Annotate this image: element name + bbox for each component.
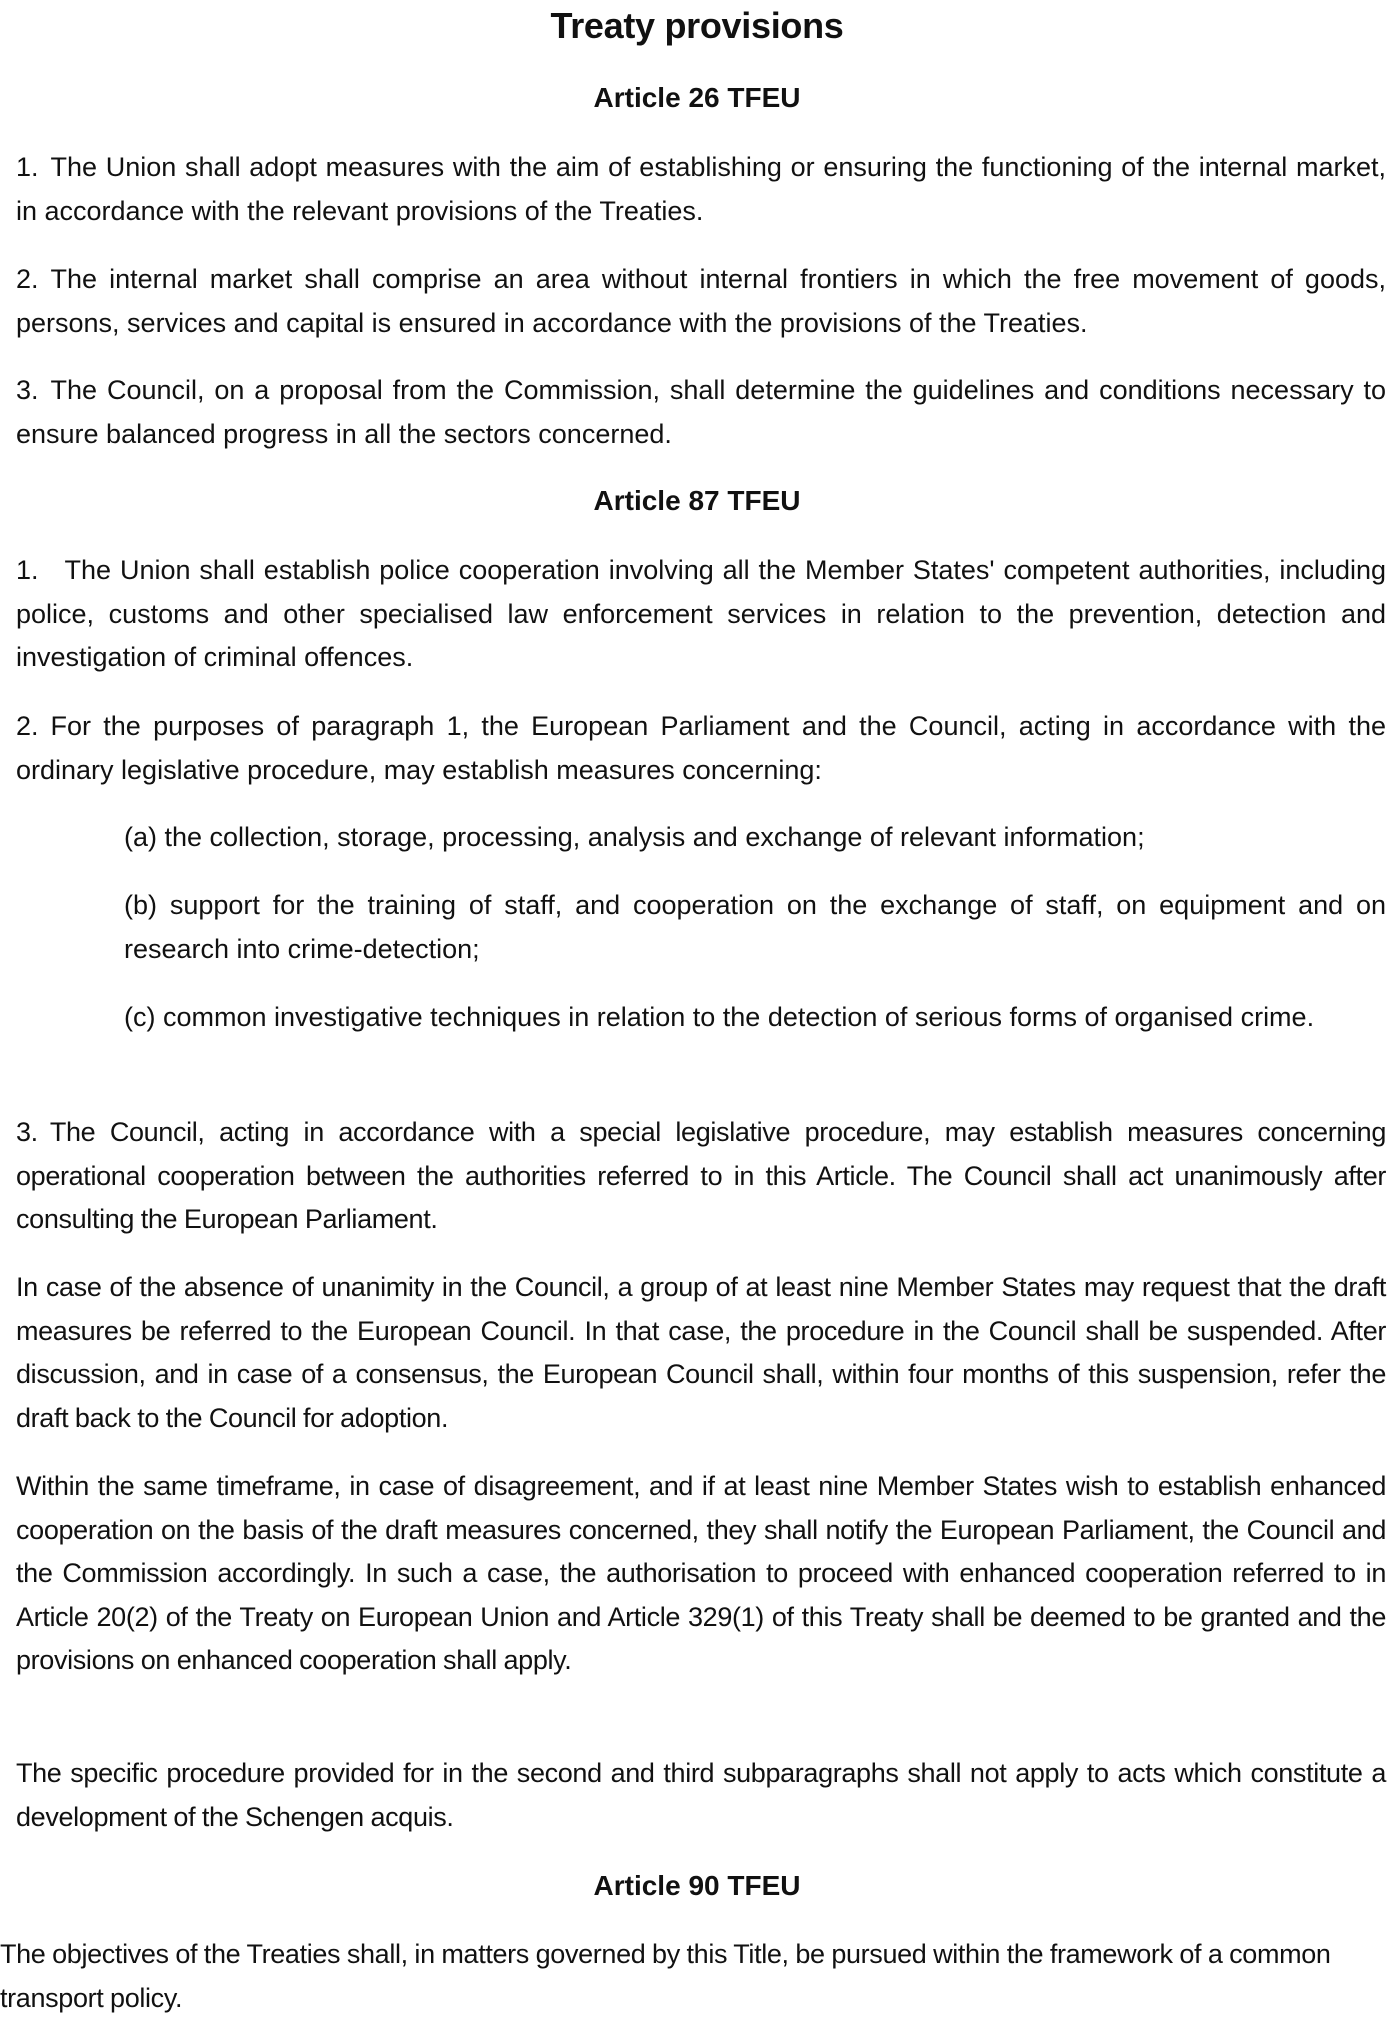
article-87-heading: Article 87 TFEU: [593, 485, 801, 516]
document-title: Treaty provisions: [550, 5, 844, 46]
article-90-heading: Article 90 TFEU: [593, 1870, 801, 1901]
article-87-item-a: (a) the collection, storage, processing, analysis and exchange of relevant information;: [124, 822, 1145, 852]
article-87-paragraph-4: In case of the absence of unanimity in the Council, a group of at least nine Member States may request that the draft measures be referred to the European Council. In that case, the procedure in the Council shall be suspended. After discussion, and in case of a consensus, the European Council shall, within four months of this suspension, refer the draft back to the Council for adoption.: [16, 1272, 1386, 1433]
article-87-item-c: (c) common investigative techniques in relation to the detection of serious forms of organised crime.: [124, 1002, 1315, 1032]
article-26-paragraph-3: [16, 369, 1386, 456]
paragraph-number: 2.: [16, 711, 39, 741]
paragraph-number: 1.: [16, 555, 39, 585]
paragraph-text: The Union shall adopt measures with the aim of establishing or ensuring the functioning of the internal market, in accordance with the relevant provisions of the Treaties.: [16, 152, 1386, 226]
article-87-paragraph-2: [16, 705, 1386, 792]
article-87-paragraph-6: The specific procedure provided for in the second and third subparagraphs shall not apply to acts which constitute a development of the Schengen acquis.: [16, 1758, 1386, 1832]
article-87-paragraph-3: [16, 1111, 1386, 1242]
article-26-paragraph-2: [16, 258, 1386, 345]
article-87-paragraph-5: Within the same timeframe, in case of disagreement, and if at least nine Member States wish to establish enhanced cooperation on the basis of the draft measures concerned, they shall notify the European Parliament, the Council and the Commission accordingly. In such a case, the authorisation to proceed with enhanced cooperation referred to in Article 20(2) of the Treaty on European Union and Article 329(1) of this Treaty shall be deemed to be granted and the provisions on enhanced cooperation shall apply.: [16, 1471, 1386, 1675]
paragraph-number: 1.: [16, 152, 39, 182]
paragraph-number: 3.: [16, 1117, 38, 1147]
article-26-heading: Article 26 TFEU: [593, 82, 801, 113]
paragraph-text: The Union shall establish police cooperation involving all the Member States' competent authorities, including police, customs and other specialised law enforcement services in relation to the prevention, detection and investigation of criminal offences.: [16, 555, 1386, 672]
paragraph-text: For the purposes of paragraph 1, the European Parliament and the Council, acting in accordance with the ordinary legislative procedure, may establish measures concerning:: [16, 711, 1386, 785]
article-26-paragraph-1: [16, 146, 1386, 233]
paragraph-text: The internal market shall comprise an area without internal frontiers in which the free movement of goods, persons, services and capital is ensured in accordance with the provisions of the Treaties.: [16, 264, 1386, 338]
article-87-paragraph-1: [16, 549, 1386, 680]
article-87-item-b: (b) support for the training of staff, and cooperation on the exchange of staff, on equipment and on research into crime-detection;: [124, 890, 1386, 964]
paragraph-number: 2.: [16, 264, 39, 294]
paragraph-text: The Council, acting in accordance with a special legislative procedure, may establish measures concerning operational cooperation between the authorities referred to in this Article. The Council shall act unanimously after consulting the European Parliament.: [16, 1117, 1386, 1234]
paragraph-number: 3.: [16, 375, 39, 405]
paragraph-text: The Council, on a proposal from the Commission, shall determine the guidelines and conditions necessary to ensure balanced progress in all the sectors concerned.: [16, 375, 1386, 449]
article-90-paragraph-1: The objectives of the Treaties shall, in matters governed by this Title, be pursued within the framework of a common transport policy.: [0, 1939, 1331, 2013]
